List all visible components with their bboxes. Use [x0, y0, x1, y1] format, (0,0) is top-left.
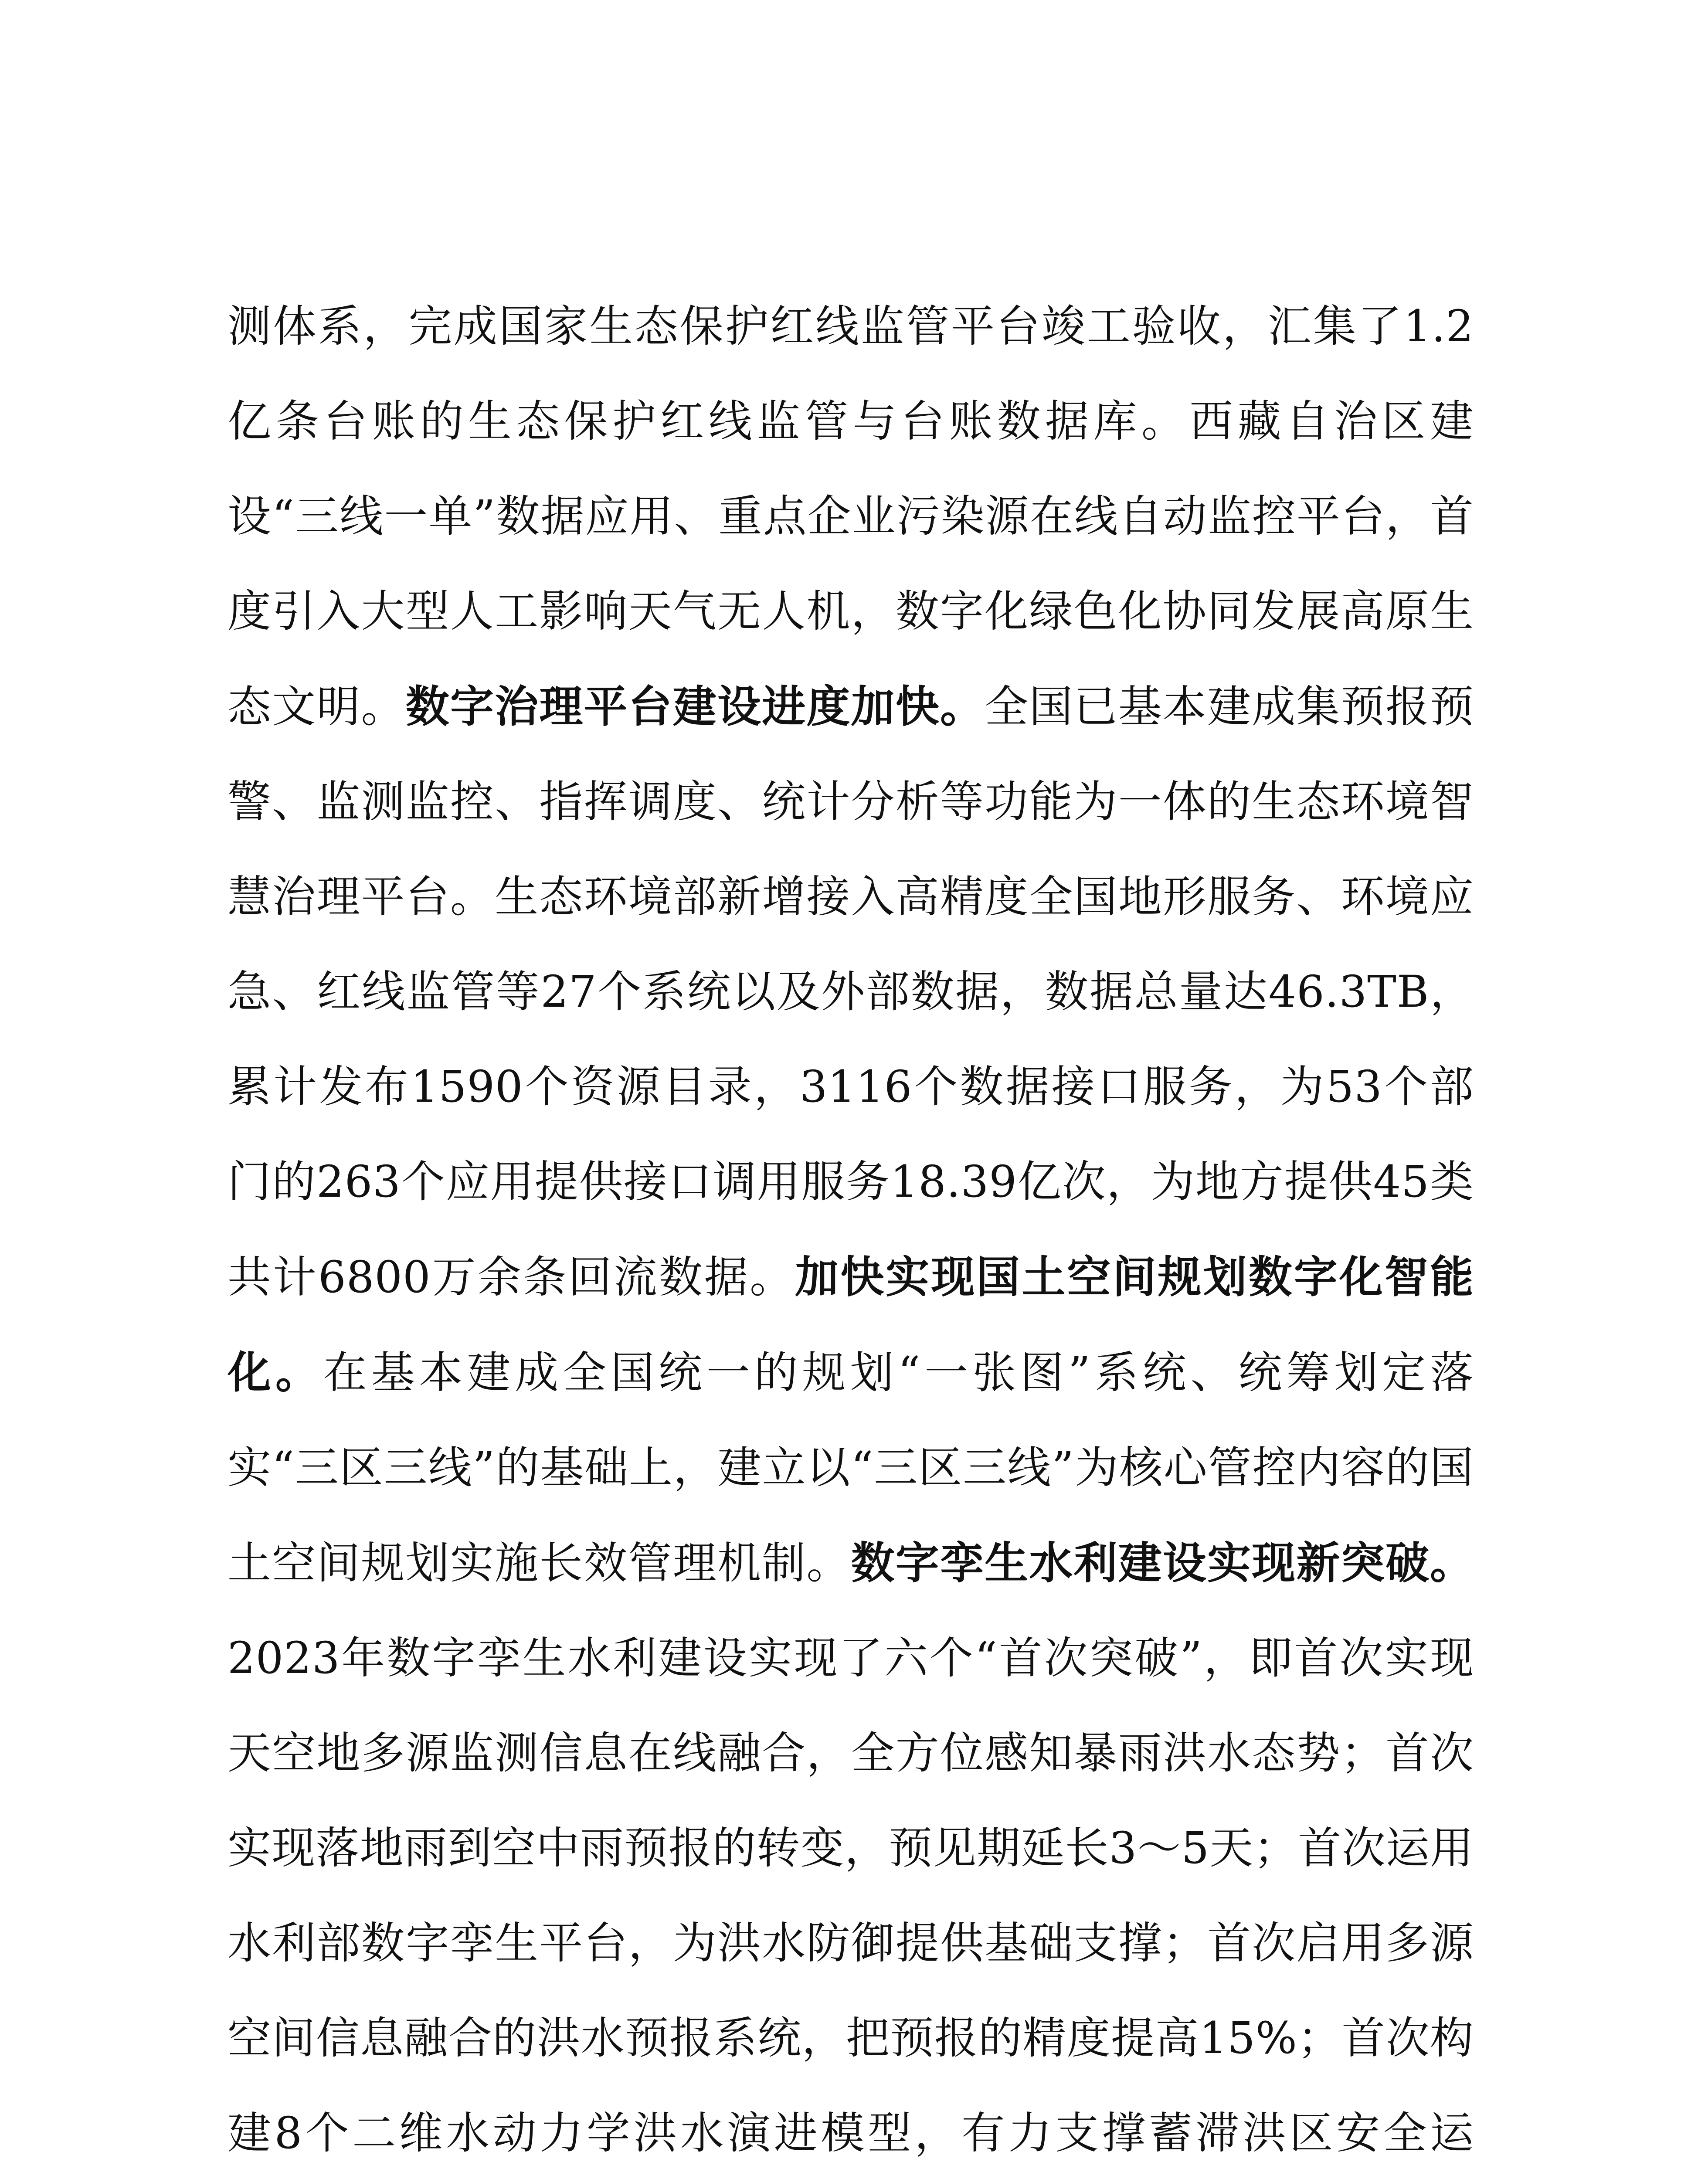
paragraph-text: 在基本建成全国统一的规划“一张图”系统、统筹划定落实“三区三线”的基础上，建立以“三区三线”为核心管控内容的国土空间规划实施长效管理机制。: [228, 1347, 1474, 1588]
paragraph-text: 2023年数字孪生水利建设实现了六个“首次突破”，即首次实现天空地多源监测信息在线融合，全方位感知暴雨洪水态势；首次实现落地雨到空中雨预报的转变，预见期延长3～5天；首次运用水利部数字孪生平台，为洪水防御提供基础支撑；首次启用多源空间信息融合的洪水预报系统，把预报的精度提高15%；首次构建8个二维水动力学洪水演进模型，有力支撑蓄滞洪区安全运: [228, 1633, 1474, 2159]
paragraph-text: 测体系，完成国家生态保护红线监管平台竣工验收，汇集了1.2亿条台账的生态保护红线监管与台账数据库。西藏自治区建设“三线一单”数据应用、重点企业污染源在线自动监控平台，首度引入大型人工影响天气无人机，数字化绿色化协同发展高原生态文明。: [228, 301, 1474, 732]
highlight-heading: 数字治理平台建设进度加快。: [405, 681, 985, 732]
highlight-heading: 加快实现国土空间规划数字化智能化。: [228, 1251, 1474, 1398]
paragraph: [228, 279, 1474, 2179]
body-text: [228, 279, 1474, 2179]
paragraph-text: 全国已基本建成集预报预警、监测监控、指挥调度、统计分析等功能为一体的生态环境智慧治理平台。生态环境部新增接入高精度全国地形服务、环境应急、红线监管等27个系统以及外部数据，数据总量达46.3TB，累计发布1590个资源目录，3116个数据接口服务，为53个部门的263个应用提供接口调用服务18.39亿次，为地方提供45类共计6800万余条回流数据。: [228, 681, 1474, 1303]
highlight-heading: 数字孪生水利建设实现新突破。: [851, 1537, 1474, 1588]
